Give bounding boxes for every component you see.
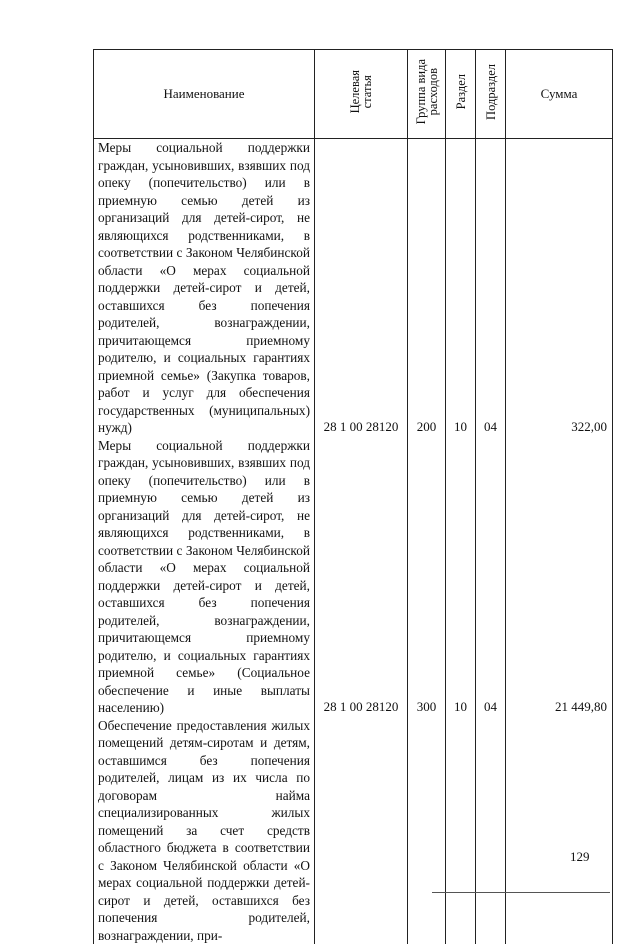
row-name-cell: Обеспечение предоставления жилых помещений детям-сиротам и детям, оставшимся без попечения родителей, лицам из их числа по договорам найма специализированных жилых помещений за счет средств областного бюджета в соответствии с Законом Челябинской области «О мерах социальной поддержки детей-сирот и детей, оставшихся без попечения родителей, вознаграждении, при- (94, 717, 315, 944)
header-sum-label: Сумма (541, 86, 578, 101)
header-group-line1: Группа вида (414, 59, 428, 124)
row-subsection-cell: 04 (476, 437, 506, 717)
table-row (94, 717, 613, 944)
header-section-label: Раздел (455, 74, 467, 109)
header-name (94, 50, 315, 139)
table-row (94, 437, 613, 717)
row-section-cell: 10 (446, 437, 476, 717)
row-target-cell: 28 1 00 28120 (315, 139, 408, 437)
row-sum-cell: 21 449,80 (506, 437, 613, 717)
row-subsection-cell: 04 (476, 139, 506, 437)
row-target-cell: 28 1 00 28120 (315, 437, 408, 717)
table-row (94, 139, 613, 437)
header-target-line2: статья (360, 75, 374, 108)
header-subsection-label: Подраздел (485, 64, 497, 120)
header-name-label: Наименование (164, 86, 245, 101)
header-subsection (476, 50, 506, 139)
header-target-label (349, 70, 373, 113)
header-expense-group (408, 50, 446, 139)
header-section (446, 50, 476, 139)
table-header-row (94, 50, 613, 139)
row-group-cell (408, 717, 446, 944)
row-section-cell (446, 717, 476, 944)
header-group-line2: расходов (426, 68, 440, 115)
header-target-article (315, 50, 408, 139)
header-group-label (415, 59, 439, 124)
budget-table (93, 49, 613, 944)
row-name-cell: Меры социальной поддержки граждан, усыновивших, взявших под опеку (попечительство) или в приемную семью детей из организаций для детей-сирот, не являющихся родственниками, в соответствии с Законом Челябинской области «О мерах социальной поддержки детей-сирот и детей, оставшихся без попечения родителей, вознаграждении, причитающемся приемному родителю, и социальных гарантиях приемной семье» (Закупка товаров, работ и услуг для обеспечения государственных (муниципальных) нужд) (94, 139, 315, 437)
row-sum-cell: 322,00 (506, 139, 613, 437)
row-sum-cell (506, 717, 613, 944)
page-number: 129 (570, 849, 590, 865)
header-target-line1: Целевая (348, 70, 362, 113)
row-section-cell: 10 (446, 139, 476, 437)
row-subsection-cell (476, 717, 506, 944)
row-name-cell: Меры социальной поддержки граждан, усыновивших, взявших под опеку (попечительство) или в приемную семью детей из организаций для детей-сирот, не являющихся родственниками, в соответствии с Законом Челябинской области «О мерах социальной поддержки детей-сирот и детей, оставшихся без попечения родителей, вознаграждении, причитающемся приемному родителю, и социальных гарантиях приемной семье» (Социальное обеспечение и иные выплаты населению) (94, 437, 315, 717)
row-group-cell: 300 (408, 437, 446, 717)
bottom-rule (432, 892, 610, 893)
header-sum (506, 50, 613, 139)
row-target-cell (315, 717, 408, 944)
row-group-cell: 200 (408, 139, 446, 437)
